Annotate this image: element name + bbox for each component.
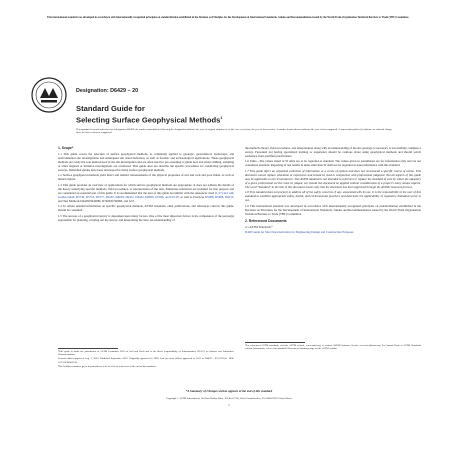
page-number: 1 — [228, 403, 230, 407]
title-footnote-mark: 1 — [220, 115, 223, 120]
para-1-5: 1.5 The success of a geophysical survey is dependent upon many factors. One of the most important factors is the competence of the person(s) responsible for planning, carrying out the survey, and interpreting the data. An understanding of — [58, 213, 234, 222]
para-1-9: 1.9 This international standard was developed in accordance with internationally recognized principles on standardization established in the Decision on Principles for the Development of International Standards, Guides and Recommendations issued by the World Trade Organization Technical Barriers to Trade (TBT) Committee. — [245, 203, 421, 216]
para-1-2: 1.2 Surface geophysical methods yield direct and indirect measurements of the physical properties of soil and rock and pore fluids, as well as buried objects. — [58, 173, 234, 182]
left-column — [58, 147, 234, 224]
document-title — [76, 104, 376, 125]
footnote-1: ¹This guide is under the jurisdiction of ASTM Committee D18 on Soil and Rock and is the direct responsibility of Subcommittee D18.01 on Surface and Subsurface Characterization. — [58, 350, 234, 357]
para-1-3 — [58, 184, 234, 204]
para-1-4: 1.4 To obtain detailed information on specific geophysical methods, ASTM standards, other publications, and references cited in this guide, should be consulted. — [58, 204, 234, 213]
para-1-8: 1.8 This standard does not purport to address all of the safety concerns, if any, associated with its use. It is the responsibility of the user of this standard to establish appropriate safety, health, and environmental practices and determine the applicability of regulatory limitations prior to use. — [245, 190, 421, 203]
astm-logo — [30, 76, 68, 114]
para-1-5-cont: the method's theory, field procedures, and interpretation along with an understanding of the site geology, is necessary to successfully complete a survey. Personnel not having specialized training or experience should be cautious about using geophysical methods and should solicit assistance from qualified practitioners. — [245, 146, 421, 158]
left-footnotes — [58, 350, 234, 369]
copyright-line: Copyright © ASTM International, 100 Barr Harbor Drive, PO Box C700, West Conshohocken, PA 19428-2959. United States — [166, 397, 292, 400]
ref-item-d420[interactable]: D420 Guide for Site Characterization for Engineering Design and Construction Purposes — [245, 230, 354, 235]
referenced-documents-heading: 2. Referenced Documents — [245, 218, 287, 223]
title-line-2 — [76, 113, 376, 125]
footnote-2: ²The boldface numbers given in parentheses refer to a list of references at the end of this standard. — [58, 364, 157, 368]
issuance-note: This standard is issued under the fixed designation D6429; the number immediately following the designation indicates the year of original adoption or, in the case of revision, the year of last revision. A number in parentheses indicates the year of last reapproval. A superscript epsilon (ε) indicates an editorial change since the last revision or reapproval. — [76, 128, 392, 135]
designation: Designation: D6429 − 20 — [76, 88, 139, 94]
scope-heading: 1. Scope* — [58, 146, 74, 150]
para-1-1: 1.1 This guide covers the selection of surface geophysical methods, as commonly applied to geologic, geotechnical, hydrologic, and environmental site investigations and subsequent site characterization, as well as forensic and archaeological applications. These geophysical methods are rarely the sole method used in the site investigation and are often used for pre-screening to guide how and where drilling, sampling or other targeted or intrusive investigations are conducted. This guide does not describe the specific procedures for conducting geophysical surveys. Individual guides have been developed for many surface geophysical methods. — [58, 151, 234, 172]
para-1-7: 1.7 This guide offers an organized collection of information or a series of options and does not recommend a specific course of action. This document cannot replace education or experience and should be used in conjunction with professional judgment. Not all aspects of this guide may be applicable in all circumstances. This ASTM standard is not intended to represent or replace the standard of care by which the adequacy of a given professional service must be judged, nor should this document be applied without consideration of a project's many unique aspects. The word "Standard" in the title of this document means only that the document has been approved through the ASTM consensus process. — [245, 168, 421, 189]
title-text: Selecting Surface Geophysical Methods — [76, 115, 221, 125]
header-note: This international standard was developed in accordance with internationally recognized principles on standardization established in the Decision on Principles for the Development of International Standards, Guides and Recommendations issued by the World Trade Organization Technical Barriers to Trade (TBT) Committee. — [46, 16, 410, 19]
title-line-1: Standard Guide for — [76, 104, 145, 113]
reference-links[interactable]: (1-27) and with Guides D420, D5730, D5753, D5777, D6167, D6639, D6431, D6432, D6820, D7046, and D7128 — [58, 190, 234, 199]
footnote-divider — [58, 348, 118, 349]
footnote-3: ³For referenced ASTM standards, visit the ASTM website, www.astm.org, or contact ASTM Customer Service at service@astm.org. For Annual Book of ASTM Standards volume information, refer to the standard's Document Summary page on the ASTM website. — [245, 344, 421, 351]
right-column — [245, 147, 421, 237]
ref-2-1: 2.1 ASTM Standards:³ — [245, 224, 273, 229]
summary-of-changes-note: *A Summary of Changes section appears at the end of this standard — [185, 389, 273, 393]
para-1-3-end: , and Test Methods D4428/D4428M, D7400/D7400M, and G57. — [58, 194, 234, 203]
footnote-divider-right — [245, 342, 305, 343]
para-1-3-mid: , as well as Practices — [178, 194, 206, 199]
para-1-3-text: 1.3 This guide provides an overview of applications for which surface geophysical methods are appropriate. It does not address the details of the theory underlying specific methods, field procedures, or interpretation of the data. Numerous references are included for that purpose and are considered an essential part of this guide. It is recommended that the user of this guide be familiar with the references cited — [58, 182, 234, 195]
right-footnote — [245, 344, 421, 351]
footnote-1b: Current edition approved Aug. 1, 2020. Published September 2020. Originally approved in 1999. Last previous edition approved in 2011 as D6429 – 99 (2011)ε1. DOI: 10.1520/D6429-20. — [58, 357, 234, 364]
para-1-6: 1.6 Units—The values stated in SI units are to be regarded as standard. The values given in parentheses are for information only and are not considered standard. Reporting of test results in units other than SI shall not be regarded as nonconformance with this standard. — [245, 159, 421, 168]
practice-links[interactable]: D5088, D5608, D6235 — [205, 194, 234, 199]
